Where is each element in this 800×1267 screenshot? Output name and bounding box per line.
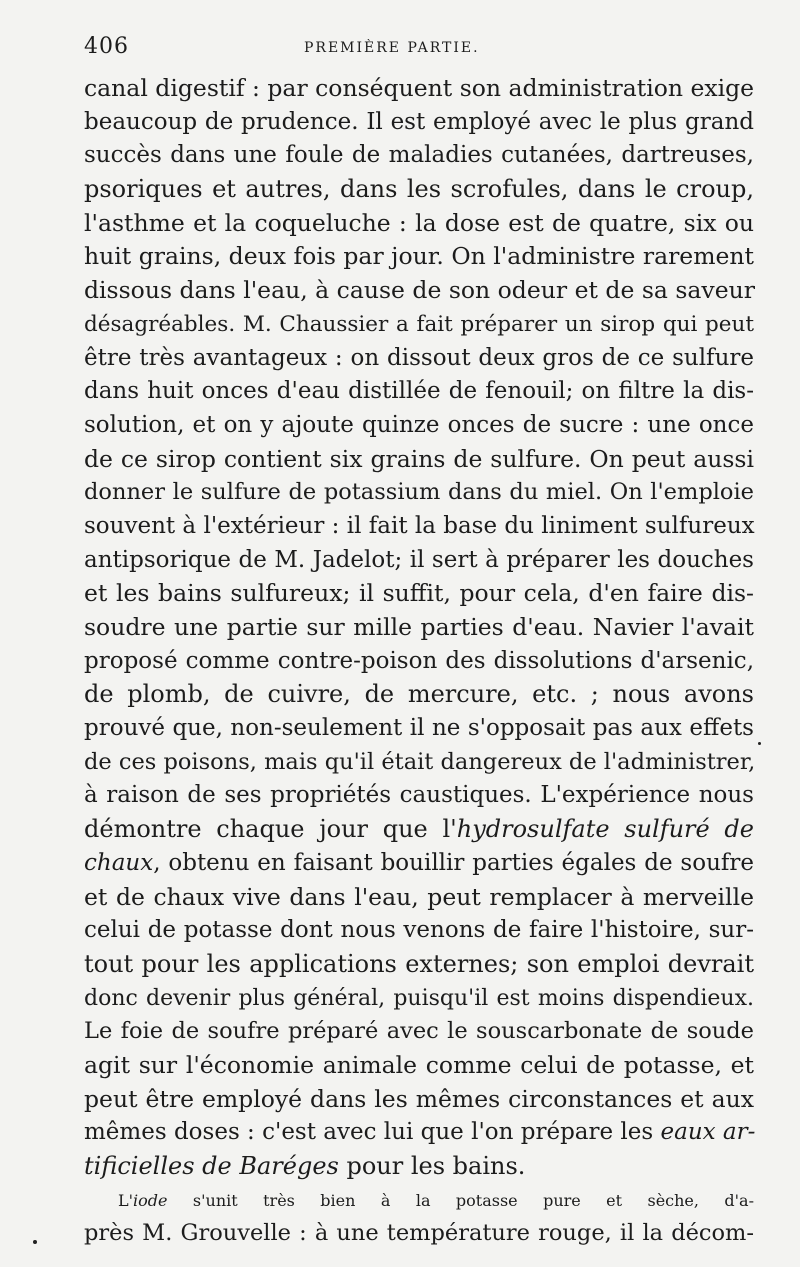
ink-speck [758,742,761,745]
text-line: l'asthme et la coqueluche : la dose est de quatre, six ou [84,208,754,237]
italic-term: chaux [84,849,154,876]
text-line [84,1184,754,1218]
italic-term: tificielles de Baréges [84,1152,339,1180]
page-header [84,34,764,64]
text-line: prouvé que, non-seulement il ne s'opposait pas aux effets [84,715,754,742]
text-run: démontre chaque jour que l' [84,815,457,844]
ink-speck [33,1240,37,1244]
text-line [84,1150,754,1184]
text-run: , obtenu en faisant bouillir parties égales de soufre [153,849,754,876]
text-run: pour les bains. [338,1152,526,1180]
text-line [84,847,754,881]
text-line: de ces poisons, mais qu'il était dangereux de l'administrer, [84,748,756,775]
text-line: agit sur l'économie animale comme celui de potasse, et [84,1050,754,1079]
text-line: psoriques et autres, dans les scrofules, dans le croup, [84,175,754,204]
text-line: et les bains sulfureux; il suffit, pour cela, d'en faire dis- [84,579,754,608]
text-line: succès dans une foule de maladies cutanées, dartreuses, [84,142,754,169]
text-line: dissous dans l'eau, à cause de son odeur et de sa saveur [84,276,755,305]
text-line: Le foie de soufre préparé avec le souscarbonate de soude [84,1018,754,1045]
text-line [84,1116,754,1150]
text-line [84,813,754,847]
text-line: canal digestif : par conséquent son administration exige [84,74,755,102]
text-line: solution, et on y ajoute quinze onces de sucre : une once [84,411,754,438]
text-line: tout pour les applications externes; son emploi devrait [84,949,754,978]
text-run: L' [118,1190,134,1210]
text-line: près M. Grouvelle : à une température rouge, il la décom- [84,1220,754,1247]
text-line: huit grains, deux fois par jour. On l'administre rarement [84,242,754,271]
text-line: de plomb, de cuivre, de mercure, etc. ; nous avons [84,680,754,709]
running-head: PREMIÈRE PARTIE. [304,40,480,56]
text-line: beaucoup de prudence. Il est employé avec le plus grand [84,108,754,135]
text-line: antipsorique de M. Jadelot; il sert à préparer les douches [84,546,754,573]
text-line: donc devenir plus général, puisqu'il est moins dispendieux. [84,985,754,1011]
italic-term: hydrosulfate sulfuré de [456,815,754,844]
body-text [84,72,754,1251]
text-line: peut être employé dans les mêmes circonstances et aux [84,1084,754,1113]
text-run: mêmes doses : c'est avec lui que l'on prépare les [84,1119,661,1146]
text-line: donner le sulfure de potassium dans du miel. On l'emploie [84,479,754,506]
text-line: dans huit onces d'eau distillée de fenouil; on filtre la dis- [84,378,754,405]
text-line: à raison de ses propriétés caustiques. L'expérience nous [84,782,754,809]
text-line: et de chaux vive dans l'eau, peut remplacer à merveille [84,882,754,911]
text-line: être très avantageux : on dissout deux gros de ce sulfure [84,344,754,371]
text-line: celui de potasse dont nous venons de faire l'histoire, sur- [84,917,754,944]
text-run: s'unit très bien à la potasse pure et sèche, d'a- [167,1190,754,1210]
text-line: désagréables. M. Chaussier a fait préparer un sirop qui peut [84,311,754,337]
text-line: souvent à l'extérieur : il fait la base du liniment sulfureux [84,512,755,539]
italic-term: eaux ar- [660,1119,756,1146]
text-line: de ce sirop contient six grains de sulfure. On peut aussi [84,444,754,473]
text-line: proposé comme contre-poison des dissolutions d'arsenic, [84,647,754,674]
italic-term: iode [133,1190,168,1210]
page-number: 406 [84,34,129,59]
text-line: soudre une partie sur mille parties d'eau. Navier l'avait [84,613,754,641]
